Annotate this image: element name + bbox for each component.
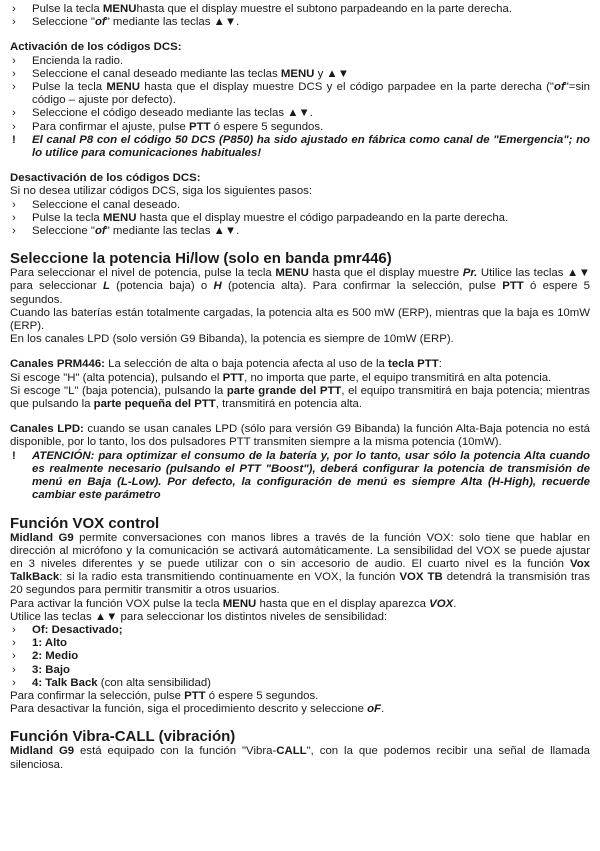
dcs-deactivation-section bbox=[10, 172, 590, 238]
list-item: › Pulse la tecla MENU hasta que el display muestre DCS y el código parpadee en la parte derecha ("of"=sin código – ajuste por defecto). bbox=[12, 81, 591, 107]
power-title: Seleccione la potencia Hi/low (solo en banda pmr446) bbox=[10, 250, 392, 268]
list-item: › 2: Medio bbox=[12, 650, 79, 663]
vox-title: Función VOX control bbox=[10, 514, 160, 532]
dcs-deactivation-intro: Si no desea utilizar códigos DCS, siga los siguientes pasos: bbox=[10, 185, 313, 198]
list-item: › 1: Alto bbox=[12, 637, 68, 650]
paragraph: Utilice las teclas ▲▼ para seleccionar los distintos niveles de sensibilidad: bbox=[10, 610, 388, 623]
paragraph: Midland G9 permite conversaciones con manos libres a través de la función VOX: solo tiene que hablar en dirección al micrófono y la comunicación se activará automáticamente. La sensibilidad del VOX se puede ajustar en 3 niveles diferentes y se puede utilizar con o sin accesorio de audio. El cuarto nivel es la función Vox TalkBack: si la radio esta transmitiendo continuamente en VOX, la función VOX TB detendrá la transmisión tras 20 segundos para permitir transmitir a otros usuarios. bbox=[10, 531, 591, 597]
power-warning: ! ATENCIÓN: para optimizar el consumo de la batería y, por lo tanto, usar sólo la potencia Alta cuando es realmente necesario (pulsando el PTT "Boost"), deberá configurar la potencia de transmisión de menú en Baja (L-Low). Por defecto, la configuración de menú es siempre Alta (H-High), recuerde cambiar este parámetro bbox=[12, 449, 590, 502]
list-item: › Para confirmar el ajuste, pulse PTT ó espere 5 segundos. bbox=[12, 120, 324, 133]
list-item: › Seleccione "of" mediante las teclas ▲▼. bbox=[12, 16, 240, 29]
paragraph: Midland G9 está equipado con la función "Vibra-CALL", con la que podemos recibir una señal de llamada silenciosa. bbox=[10, 745, 591, 771]
list-item: › 4: Talk Back (con alta sensibilidad) bbox=[12, 676, 211, 689]
list-item: › Of: Desactivado; bbox=[12, 623, 123, 636]
bullet-marker: › bbox=[12, 16, 16, 29]
dcs-activation-heading: Activación de los códigos DCS: bbox=[10, 41, 182, 54]
paragraph: Para activar la función VOX pulse la tecla MENU hasta que en el display aparezca VOX. bbox=[10, 597, 457, 610]
dcs-warning: ! El canal P8 con el código 50 DCS (P850) ha sido ajustado en fábrica como canal de "Emergencia"; no lo utilice para comunicaciones habituales! bbox=[12, 133, 590, 160]
dcs-deactivation-heading: Desactivación de los códigos DCS: bbox=[10, 172, 201, 185]
list-item: › Seleccione "of" mediante las teclas ▲▼. bbox=[12, 225, 240, 238]
list-item: › 3: Bajo bbox=[12, 663, 70, 676]
list-item: › Seleccione el canal deseado mediante las teclas MENU y ▲▼ bbox=[12, 67, 349, 80]
paragraph: Cuando las baterías están totalmente cargadas, la potencia alta es 500 mW (ERP), mientras que la baja es 10mW (ERP). bbox=[10, 306, 590, 333]
list-item: › Pulse la tecla MENUhasta que el display muestre el subtono parpadeando en la parte derecha. bbox=[12, 3, 512, 15]
vox-section bbox=[10, 515, 590, 717]
paragraph: Para desactivar la función, siga el procedimiento descrito y seleccione oF. bbox=[10, 703, 385, 716]
paragraph: Canales PRM446: La selección de alta o baja potencia afecta al uso de la tecla PTT: bbox=[10, 358, 442, 371]
top-list bbox=[10, 3, 590, 29]
list-item: › Pulse la tecla MENU hasta que el display muestre el código parpadeando en la parte derecha. bbox=[12, 211, 509, 224]
paragraph: Para confirmar la selección, pulse PTT ó espere 5 segundos. bbox=[10, 689, 319, 702]
bullet-marker: › bbox=[12, 3, 16, 15]
paragraph: Para seleccionar el nivel de potencia, pulse la tecla MENU hasta que el display muestre Pr. Utilice las teclas ▲▼ para seleccionar L (potencia baja) o H (potencia alta). Para confirmar la selección, pulse PTT ó espere 5 segundos. bbox=[10, 267, 591, 306]
power-section bbox=[10, 250, 590, 502]
list-item: › Seleccione el canal deseado. bbox=[12, 198, 181, 211]
paragraph: Canales LPD: cuando se usan canales LPD (sólo para versión G9 Bibanda) la función Alta-Baja potencia no está disponible, por lo tanto, los dos pulsadores PTT transmiten siempre a la misma potencia (10mW). bbox=[10, 423, 590, 449]
dcs-activation-section bbox=[10, 41, 590, 160]
vibra-title: Función Vibra-CALL (vibración) bbox=[10, 728, 236, 746]
paragraph: En los canales LPD (solo versión G9 Bibanda), la potencia es siempre de 10mW (ERP). bbox=[10, 333, 454, 346]
paragraph: Si escoge "L" (baja potencia), pulsando la parte grande del PTT, el equipo transmitirá en baja potencia; mientras que pulsando la parte pequeña del PTT, transmitirá en potencia alta. bbox=[10, 384, 590, 411]
list-item: › Encienda la radio. bbox=[12, 54, 124, 67]
paragraph: Si escoge "H" (alta potencia), pulsando el PTT, no importa que parte, el equipo transmitirá en alta potencia. bbox=[10, 371, 552, 384]
vibra-section bbox=[10, 728, 590, 771]
list-item: › Seleccione el código deseado mediante las teclas ▲▼. bbox=[12, 107, 313, 120]
warning-marker: ! bbox=[12, 449, 16, 462]
warning-marker: ! bbox=[12, 133, 16, 146]
